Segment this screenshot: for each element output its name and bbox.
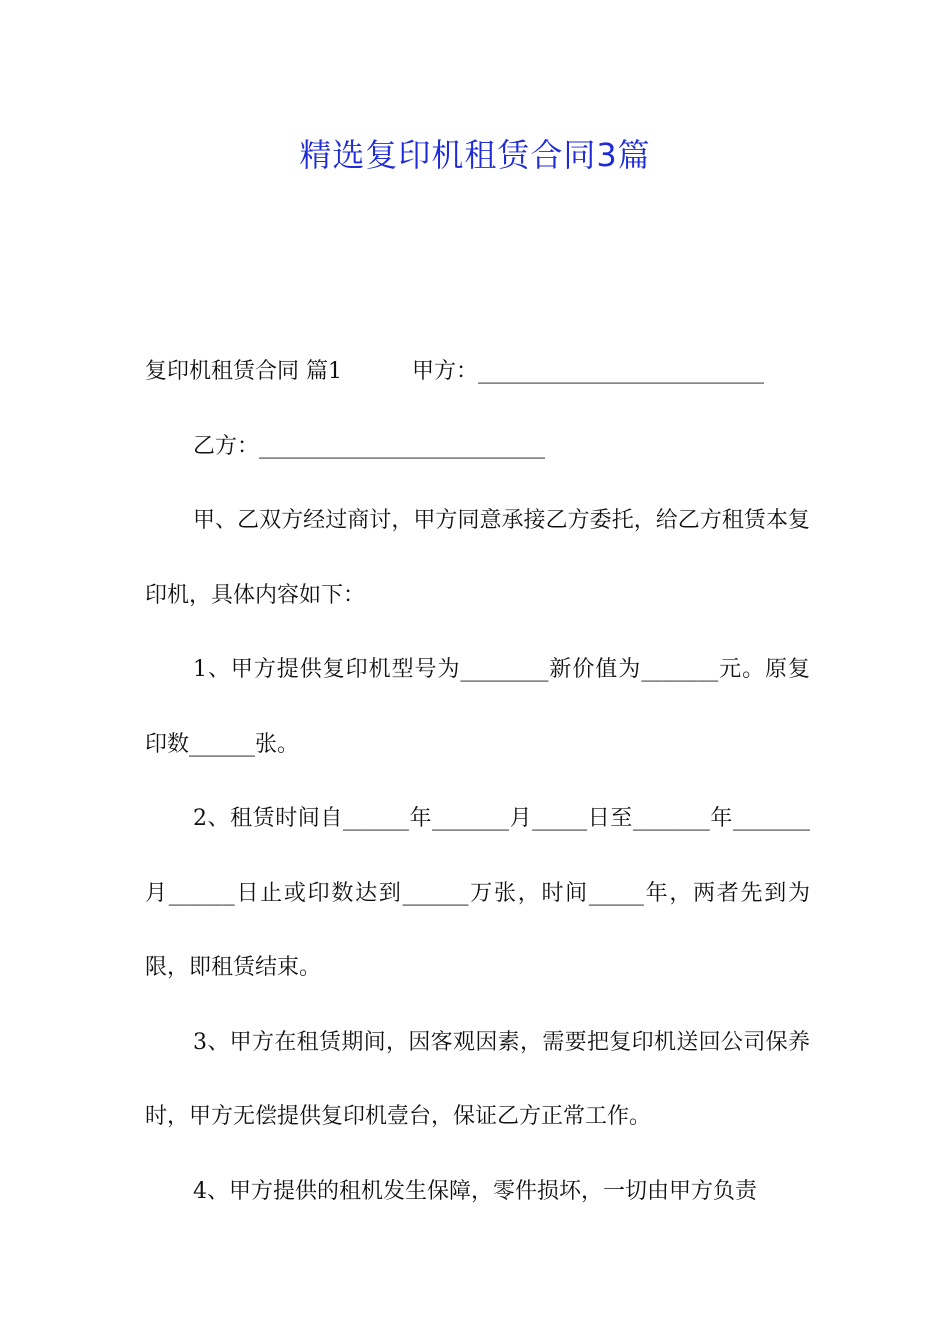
clause-2: 2、租赁时间自______年_______月_____日至_______年_______月______日止或印数达到______万张，时间_____年，两者先到为限，即租赁结束。	[145, 806, 810, 980]
clause-4: 4、甲方提供的租机发生保障，零件损坏，一切由甲方负责	[193, 1178, 757, 1204]
clause-3: 3、甲方在租赁期间，因客观因素，需要把复印机送回公司保养时，甲方无偿提供复印机壹台，保证乙方正常工作。	[145, 1029, 810, 1129]
clause-1: 1、甲方提供复印机型号为________新价值为_______元。原复印数______张。	[145, 657, 810, 757]
party-b-field: 乙方：__________________________	[193, 433, 546, 459]
document-body	[145, 335, 810, 1229]
section-label: 篇1	[306, 359, 343, 384]
intro-paragraph: 甲、乙双方经过商讨，甲方同意承接乙方委托，给乙方租赁本复印机，具体内容如下：	[145, 508, 810, 608]
header-line	[145, 335, 810, 410]
document-title: 精选复印机租赁合同3篇	[299, 136, 651, 174]
party-a-field: 甲方：__________________________	[412, 359, 765, 384]
contract-name: 复印机租赁合同	[145, 359, 300, 384]
